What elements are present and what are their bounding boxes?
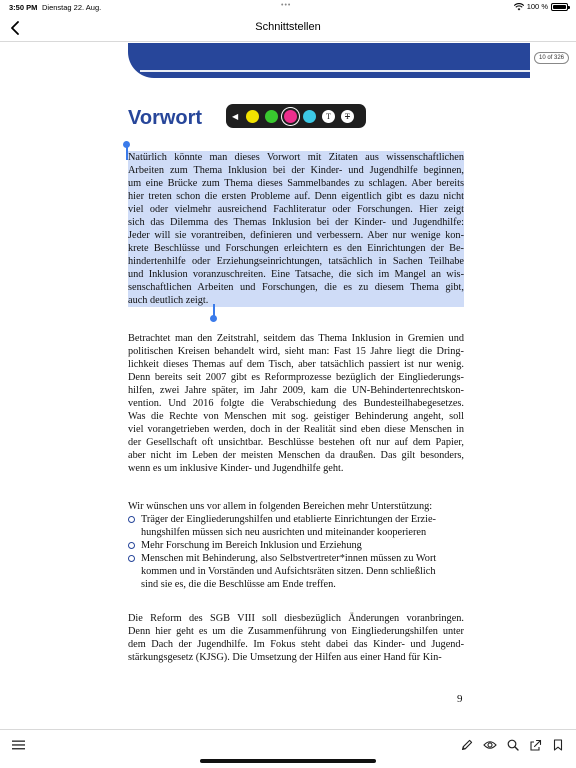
selection-end-handle[interactable]	[210, 315, 217, 322]
text-line: Was die Rechte von Menschen mit sog. geistiger Behinderung angeht, soll	[128, 411, 464, 422]
bullet-line: sind sie es, die die Beschlüsse am Ende treffen.	[141, 579, 336, 590]
text-line: krete Beschlüsse und Forschungen erleichtern es den Einrichtungen der Be-	[128, 243, 464, 254]
bullet-line: Träger der Eingliederungshilfen und etablierte Einrichtungen der Erzie-	[141, 514, 436, 525]
text-line: und Inklusion voranzuschreiten. Eine Tatsache, die sich im Mangel an wis-	[128, 269, 464, 280]
text-line: aber nicht im Leben der meisten Menschen da draußen. Das gilt besonders,	[128, 450, 464, 461]
highlight-pink-button[interactable]	[284, 110, 297, 123]
search-icon	[507, 739, 519, 751]
wifi-icon	[514, 3, 524, 11]
paragraph-3-intro	[128, 500, 464, 513]
highlight-yellow-button[interactable]	[246, 110, 259, 123]
paragraph-selected[interactable]	[128, 151, 464, 307]
share-icon	[530, 739, 542, 751]
text-line: hier treten schon die ersten Probleme auf. Denn eigentlich gibt es dazu nicht	[128, 191, 464, 202]
bullet-line: Mehr Forschung im Bereich Inklusion und Erziehung	[141, 540, 362, 551]
menu-icon	[12, 740, 25, 750]
strikethrough-button[interactable]: T	[341, 110, 354, 123]
text-line: stärkungsgesetz (KJSG). Die Umsetzung der Hilfen aus einer Hand für Kin-	[128, 652, 442, 663]
bullet-list	[128, 513, 468, 591]
status-indicators	[514, 2, 568, 11]
bullet-circle-icon	[128, 555, 135, 562]
search-button[interactable]	[504, 736, 522, 754]
menu-button[interactable]	[9, 736, 27, 754]
battery-icon	[551, 3, 568, 11]
bullet-item	[128, 513, 468, 539]
paragraph-3-text: Wir wünschen uns vor allem in folgenden Bereichen mehr Unterstützung:	[128, 501, 433, 512]
bullet-item	[128, 539, 468, 552]
text-line: hilfen, zwei Jahre später, im Jahr 2009, kam die UN-Behindertenrechtskon-	[128, 385, 464, 396]
text-line: senschaftlichen Arbeiten und Forschungen, die es zu diesem Thema gibt,	[128, 282, 464, 293]
text-line: Denn bereits seit 2007 gibt es Reformprozesse bezüglich der Eingliederungs-	[128, 372, 464, 383]
highlight-green-button[interactable]	[265, 110, 278, 123]
status-date: Dienstag 22. Aug.	[42, 3, 102, 12]
text-line: vention. Und 2016 folgte die Verabschiedung des Bundesteilhabegesetzes.	[128, 398, 464, 409]
page-number: 9	[457, 693, 463, 705]
text-line: Betrachtet man den Zeitstrahl, seitdem das Thema Inklusion in Gremien und	[128, 333, 464, 344]
text-line: Arbeiten zum Thema Inklusion bei der Kinder- und Jugendhilfe beginnen,	[128, 165, 464, 176]
text-line: der Gesellschaft oft unsichtbar. Beschlüsse bestehen oft nur auf dem Papier,	[128, 437, 464, 448]
text-line: sich das Dilemma des Themas Inklusion bei der Kinder- und Jugendhilfe:	[128, 217, 464, 228]
multitasking-dots-icon[interactable]: •••	[281, 2, 292, 9]
selection-start-handle[interactable]	[123, 141, 130, 148]
chapter-heading: Vorwort	[128, 107, 203, 129]
eye-icon	[483, 740, 497, 750]
paragraph-2	[128, 332, 464, 475]
banner-stripe	[140, 70, 530, 72]
text-line: dem Dach der Jugendhilfe. Im Fokus steht dabei das Kinder- und Jugend-	[128, 639, 464, 650]
highlight-toolbar	[226, 104, 366, 128]
bookmark-icon	[553, 739, 563, 751]
bullet-circle-icon	[128, 516, 135, 523]
text-line: Die Reform des SGB VIII soll diesbezüglich Änderungen voranbringen.	[128, 613, 464, 624]
page-counter[interactable]: 10 of 326	[534, 52, 569, 64]
paragraph-4	[128, 612, 464, 664]
bullet-line: hungshilfen müssen sich neu ausrichten und miteinander kooperieren	[141, 527, 427, 538]
text-line: um eine Brücke zum Thema dieses Sammelbandes zu schlagen. Aber bereits	[128, 178, 464, 189]
chapter-banner	[128, 43, 530, 78]
text-style-button[interactable]: T	[322, 110, 335, 123]
bullet-line: kommen und in Vorständen und Aufsichtsräten sitzen. Denn schließlich	[141, 566, 436, 577]
annotate-button[interactable]	[458, 736, 476, 754]
bullet-line: Menschen mit Behinderung, also Selbstvertreter*innen müssen zu Wort	[141, 553, 437, 564]
text-line: Jeder will sie vorantreiben, definieren und verbessern. Aber nur wenige kon-	[128, 230, 464, 241]
status-bar	[0, 0, 576, 14]
selection-start-bar	[126, 146, 128, 160]
text-line: Denn hier geht es um die Zusammenführung von Eingliederungshilfen unter	[128, 626, 464, 637]
text-line: lichkeit dieses Themas auf dem Tisch, aber tatsächlich passiert ist nur wenig.	[128, 359, 464, 370]
nav-title: Schnittstellen	[255, 21, 321, 33]
home-indicator[interactable]	[200, 759, 376, 763]
text-line: wenn es um inklusive Kinder- und Jugendhilfe geht.	[128, 463, 344, 474]
bullet-item	[128, 552, 468, 591]
battery-percent: 100 %	[526, 2, 548, 11]
text-line: hindertenhilfe oder Erziehungseinrichtungen, tatsächlich in Sachen Teilhabe	[128, 256, 464, 267]
status-time: 3:50 PM	[9, 3, 38, 12]
toolbar-back-icon[interactable]: ◀	[232, 111, 239, 121]
text-line: politischen Kreisen behandelt wird, sieht man: Fast 15 Jahre liegt die Dring-	[128, 346, 464, 357]
pen-icon	[461, 739, 473, 751]
view-button[interactable]	[481, 736, 499, 754]
bookmark-button[interactable]	[549, 736, 567, 754]
share-button[interactable]	[527, 736, 545, 754]
bullet-circle-icon	[128, 542, 135, 549]
text-line: Natürlich könnte man dieses Vorwort mit Zitaten aus wissenschaftlichen	[128, 152, 464, 163]
text-line: viel vorangetrieben werden, doch in der Realität sind eben diese Menschen in	[128, 424, 464, 435]
text-line: viel oder vielmehr ausreichend Fachliteratur oder Forschungen. Hier zeigt	[128, 204, 464, 215]
nav-bar	[0, 14, 576, 42]
text-line: auch deutlich zeigt.	[128, 294, 464, 307]
highlight-cyan-button[interactable]	[303, 110, 316, 123]
